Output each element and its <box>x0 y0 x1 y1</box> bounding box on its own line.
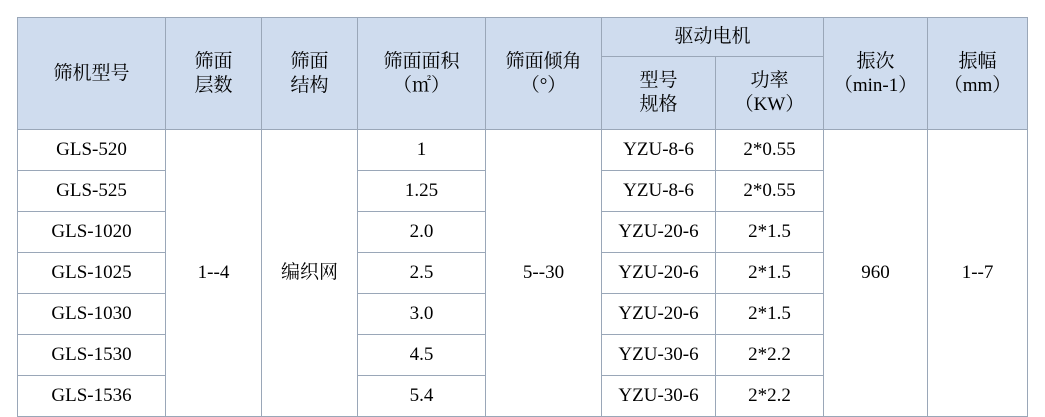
screen-machine-spec-table <box>17 17 1028 417</box>
header-angle <box>486 18 602 130</box>
cell-motor-power: 2*1.5 <box>716 212 824 253</box>
header-area <box>358 18 486 130</box>
cell-motor-model: YZU-8-6 <box>602 171 716 212</box>
header-amplitude <box>928 18 1028 130</box>
header-motor-model-line1: 型号 <box>639 70 678 92</box>
cell-area: 2.0 <box>358 212 486 253</box>
cell-model: GLS-1025 <box>18 253 166 294</box>
header-motor-power <box>716 57 824 130</box>
cell-model: GLS-525 <box>18 171 166 212</box>
cell-motor-power: 2*0.55 <box>716 171 824 212</box>
cell-amplitude-merged: 1--7 <box>928 130 1028 417</box>
cell-motor-model: YZU-20-6 <box>602 294 716 335</box>
cell-motor-power: 2*2.2 <box>716 376 824 417</box>
cell-model: GLS-1020 <box>18 212 166 253</box>
header-motor-model-line2: 规格 <box>639 94 678 115</box>
header-frequency-line2: （min-1） <box>833 74 918 96</box>
header-frequency-line1: 振次 <box>856 50 895 72</box>
header-model: 筛机型号 <box>18 18 166 130</box>
cell-structure-merged: 编织网 <box>262 130 358 417</box>
header-area-line2: （㎡） <box>392 74 450 96</box>
header-frequency <box>824 18 928 130</box>
cell-motor-model: YZU-20-6 <box>602 253 716 294</box>
cell-angle-merged: 5--30 <box>486 130 602 417</box>
header-motor-power-line2: （KW） <box>734 94 805 115</box>
cell-motor-model: YZU-8-6 <box>602 130 716 171</box>
cell-motor-model: YZU-30-6 <box>602 376 716 417</box>
cell-model: GLS-1536 <box>18 376 166 417</box>
header-layers-line1: 筛面 <box>194 50 233 72</box>
header-motor-group: 驱动电机 <box>602 18 824 57</box>
cell-motor-power: 2*0.55 <box>716 130 824 171</box>
header-motor-power-line1: 功率 <box>750 70 789 92</box>
cell-model: GLS-1530 <box>18 335 166 376</box>
header-angle-line2: （°） <box>520 74 567 96</box>
cell-motor-power: 2*2.2 <box>716 335 824 376</box>
header-layers-line2: 层数 <box>194 74 233 96</box>
cell-model: GLS-520 <box>18 130 166 171</box>
header-structure-line1: 筛面 <box>290 50 329 72</box>
cell-area: 3.0 <box>358 294 486 335</box>
header-amplitude-line2: （mm） <box>943 74 1012 96</box>
header-structure <box>262 18 358 130</box>
table-header <box>18 18 1028 130</box>
cell-motor-power: 2*1.5 <box>716 253 824 294</box>
cell-model: GLS-1030 <box>18 294 166 335</box>
cell-motor-model: YZU-20-6 <box>602 212 716 253</box>
cell-area: 1.25 <box>358 171 486 212</box>
header-motor-model <box>602 57 716 130</box>
spec-table-container <box>17 17 1027 417</box>
cell-frequency-merged: 960 <box>824 130 928 417</box>
cell-motor-power: 2*1.5 <box>716 294 824 335</box>
header-angle-line1: 筛面倾角 <box>505 50 582 72</box>
header-structure-line2: 结构 <box>290 74 329 96</box>
cell-area: 4.5 <box>358 335 486 376</box>
header-layers <box>166 18 262 130</box>
cell-area: 2.5 <box>358 253 486 294</box>
cell-layers-merged: 1--4 <box>166 130 262 417</box>
cell-motor-model: YZU-30-6 <box>602 335 716 376</box>
table-body <box>18 130 1028 417</box>
header-area-line1: 筛面面积 <box>383 50 460 72</box>
cell-area: 5.4 <box>358 376 486 417</box>
cell-area: 1 <box>358 130 486 171</box>
table-row <box>18 130 1028 171</box>
header-amplitude-line1: 振幅 <box>958 50 997 72</box>
header-row-top <box>18 18 1028 57</box>
